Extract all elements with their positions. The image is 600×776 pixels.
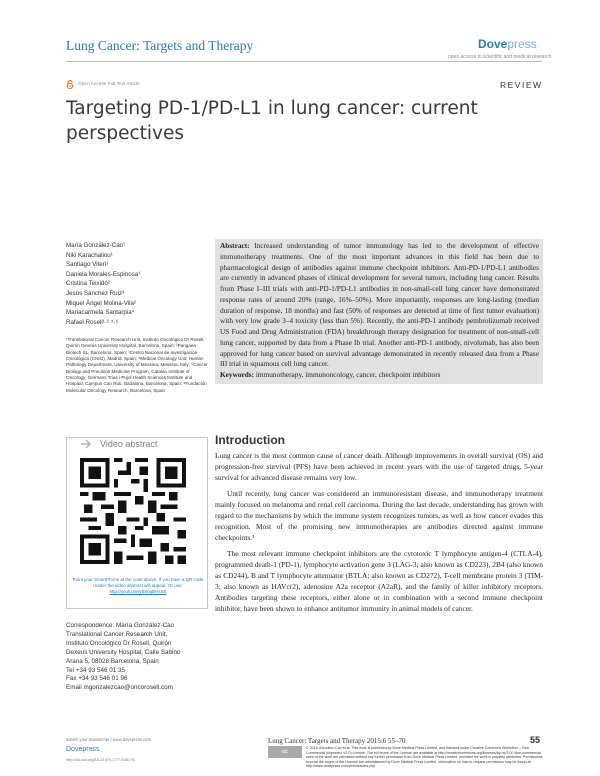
correspondence-line: Instituto Oncológico Dr Rosell, Quirón	[66, 639, 172, 647]
submit-manuscript-link[interactable]: submit your manuscript | www.dovepress.com	[66, 737, 152, 742]
video-abstract-label: Video abstract	[100, 439, 158, 449]
author: Rafael Rosell¹·²·⁵·⁶	[66, 318, 119, 326]
video-abstract-heading	[80, 439, 157, 449]
author: Jesús Sánchez Ruiz³	[66, 289, 125, 297]
keywords-label: Keywords:	[220, 370, 255, 379]
paragraph: Lung cancer is the most common cause of cancer death. Although improvements in overall survival (OS) and progression-free survival (PFS) have been achieved in recent years with the use of targeted drugs, 5-year survival for advanced disease remains very low.	[215, 451, 543, 482]
publisher-tagline: open access to scientific and medical research	[448, 54, 552, 60]
author: Santiago Viteri¹	[66, 261, 109, 269]
correspondence-line: Translational Cancer Research Unit,	[66, 630, 168, 638]
correspondence-block	[66, 622, 216, 693]
abstract-text: Increased understanding of tumor immunology has led to the development of effective immunotherapy treatments. One of the most important advances in this field has been due to pharmacological design of antibodies against immune checkpoint inhibitors. Anti-PD-1/PD-L1 antibodies are currently in advanced phases of clinical development for several tumors, including lung cancer. Results from Phase I–III trials with anti-PD-1/PD-L1 antibodies in non-small-cell lung cancer have demonstrated response rates of around 20% (range, 16%–50%). More importantly, responses are long-lasting (median duration of response, 18 months) and fast (50% of responses are detected at time of first tumor evaluation) with very low grade 3–4 toxicity (less than 5%). Recently, the anti-PD-1 antibody pembrolizumab received US Food and Drug Administration (FDA) breakthrough therapy designation for treatment of non-small-cell lung cancer, supported by data from a Phase Ib trial. Another anti-PD-1 antibody, nivolumab, has also been approved for lung cancer based on survival advantage demonstrated in recently released data from a Phase III trial in squamous cell lung cancer.	[220, 241, 539, 369]
introduction-body	[215, 450, 543, 619]
abstract-label: Abstract:	[220, 241, 250, 250]
abstract-box	[215, 239, 543, 384]
license-notice	[268, 746, 544, 769]
correspondence-email[interactable]: Email mgonzalezcao@oncorosell.com	[66, 684, 173, 692]
video-abstract-note	[72, 577, 204, 596]
license-text: © 2015 González-Cao et al. This work is published by Dove Medical Press Limited, and licensed under Creative Commons Attribution – Non Commercial (unported, v3.0) License. The full terms of the License are available at http://creativecommons.org/licenses/by-nc/3.0/. Non-commercial uses of the work are permitted without any further permission from Dove Medical Press Limited, provided the work is properly attributed. Permissions beyond the scope of the License are administered by Dove Medical Press Limited. Information on how to request permission may be found at: http://www.dovepress.com/permissions.php	[306, 746, 543, 769]
article-type: REVIEW	[500, 80, 543, 90]
correspondence-line: Correspondence: María González-Cao	[66, 622, 175, 629]
author: María González-Cao¹	[66, 242, 126, 249]
correspondence-line: Arana 5, 08028 Barcelona, Spain	[66, 657, 159, 665]
author: Cristina Teixidó²	[66, 280, 110, 288]
footer-publisher: Dovepress	[66, 746, 100, 753]
header-divider	[66, 61, 542, 62]
article-title: Targeting PD-1/PD-L1 in lung cancer: current perspectives	[66, 98, 478, 144]
author-list	[66, 241, 140, 327]
footer-journal-ref: Lung Cancer: Targets and Therapy 2015:6 55–70	[268, 737, 406, 745]
doi-link[interactable]: http://dx.doi.org/10.2147/LCTT.S55176	[66, 757, 135, 762]
affiliations: ¹Translational Cancer Research Unit, Instituto Oncológico Dr Rosell, Quirón Dexeus University Hospital, Barcelona, Spain; ²Pangaea Biotech SL, Barcelona, Spain; ³Centro Nacional de Investigación Oncológica (CNIO), Madrid, Spain; ⁴Medical Oncology Unit, Human Pathology Department, University of Messina, Messina, Italy; ⁵Cancer Biology and Precision Medicine Program, Catalan Institute of Oncology, Germans Trias i Pujol Health Sciences Institute and Hospital, Campus Can Ruti, Badalona, Barcelona, Spain; ⁶Fundación Molecular Oncology Research, Barcelona, Spain	[66, 337, 208, 393]
correspondence-line: Fax +34 93 546 01 96	[66, 675, 128, 683]
author: Daniela Morales-Espinosa¹	[66, 270, 141, 278]
paragraph: The most relevant immune checkpoint inhibitors are the cytotoxic T lymphocyte antigen-4 (CTLA-4), programmed death-1 (PD-1), lymphocyte activation gene 3 (LAG-3; also known as CD223), 2B4 (also known as CD244), B and T lymphocyte attenuator (BTLA; also known as CD272), T-cell membrane protein 3 (TIM-3; also known as HAVcr2), adenosine A2a receptor (A2aR), and the family of killer inhibitory receptors. Antibodies targeting these receptors, either alone or in combination with a second immune checkpoint inhibitor, have been shown to enhance antitumor immunity in animal models of cancer.	[215, 549, 543, 613]
open-access-label	[66, 80, 140, 89]
open-access-text: Open Access Full Text Article	[78, 82, 140, 87]
brand-bold: Dove	[478, 37, 508, 51]
video-link[interactable]: http://youtu.be/yB8oqBHsSE	[109, 589, 167, 595]
correspondence-line: Tel +34 93 546 01 35	[66, 666, 125, 674]
author: Mariacarmela Santarpia⁴	[66, 309, 135, 317]
brand-light: press	[507, 37, 537, 51]
qr-code[interactable]	[80, 458, 186, 564]
keywords-text: immunotherapy, immunoncology, cancer, checkpoint inhibitors	[255, 370, 441, 379]
play-icon	[80, 439, 94, 449]
correspondence-line: Dexeus University Hospital, Calle Sabino	[66, 648, 181, 656]
page-number: 55	[530, 735, 541, 745]
creative-commons-badge-icon: cc	[268, 746, 302, 758]
paragraph: Until recently, lung cancer was considered an immunoresistant disease, and immunotherapy treatment mainly focused on melanoma and renal cell carcinoma. During the last decade, understanding has grown with regard to the mechanisms by which the immune system recognizes tumors, as well as how cancer evades this recognition. Most of the promising new immunotherapies are antibodies directed against immune checkpoints.¹	[215, 489, 543, 542]
section-heading-introduction: Introduction	[215, 433, 285, 447]
journal-title: Lung Cancer: Targets and Therapy	[66, 38, 254, 53]
author: Miquel Àngel Molina-Vila²	[66, 299, 137, 307]
open-access-lock-icon	[66, 80, 74, 89]
video-note-text: Point your SmartPhone at the code above. If you have a QR code reader the video abstract will appear. Or use:	[72, 577, 204, 589]
publisher-logo	[478, 37, 537, 51]
author: Niki Karachaliou¹	[66, 251, 113, 259]
